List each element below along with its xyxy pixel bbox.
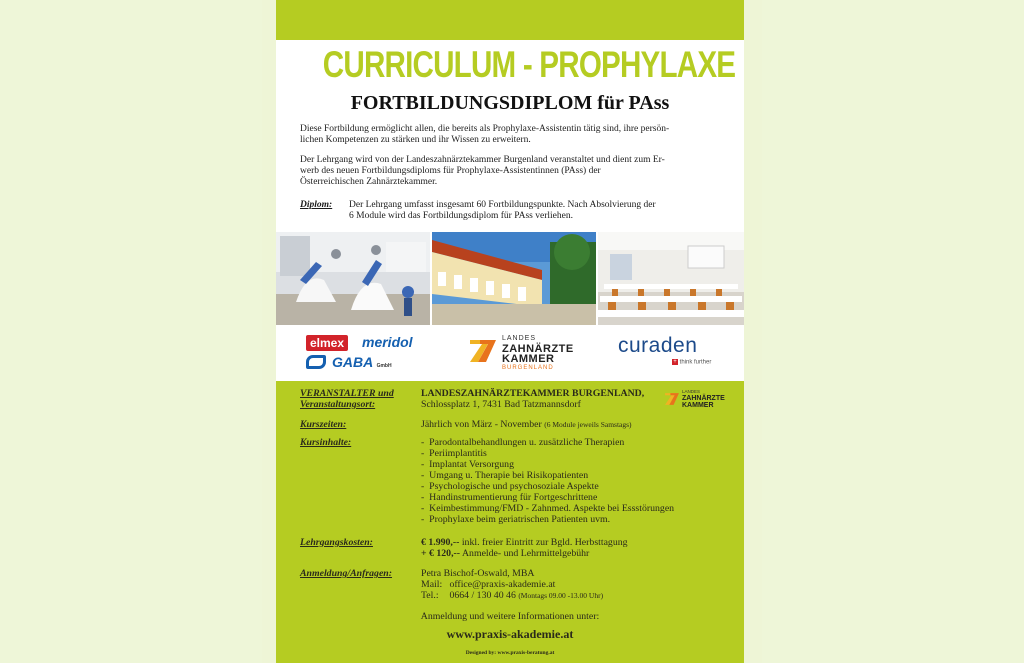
intro-paragraph-2 xyxy=(300,155,724,188)
list-item: - Prophylaxe beim geriatrischen Patienten uvm. xyxy=(421,514,611,525)
meridol-logo: meridol xyxy=(362,334,413,350)
flyer xyxy=(276,0,744,663)
more-info-text: Anmeldung und weitere Informationen unter: xyxy=(420,611,600,622)
photo-castle-building xyxy=(432,232,596,325)
intro-line: Österreichischen Zahnärztekammer. xyxy=(300,177,438,187)
contact-email: office@praxis-akademie.at xyxy=(449,579,556,590)
organizer-row: VERANSTALTER und Veranstaltungsort: LANDESZAHNÄRZTEKAMMER BURGENLAND, Schlossplatz 1, 7431 Bad Tatzmannsdorf LANDES ZAHNÄRZTE KAMMER xyxy=(300,388,725,410)
intro-paragraph-1 xyxy=(300,124,724,146)
sponsor-logos: elmex meridol GABA GmbH LANDES ZAHNÄRZTE KAMMER BURGENLAND curaden + think further xyxy=(276,327,744,379)
list-item: - Handinstrumentierung für Fortgeschrittene xyxy=(421,492,598,503)
gaba-icon xyxy=(306,355,326,369)
course-costs-row: Lehrgangskosten: € 1.990,-- inkl. freier Eintritt zur Bgld. Herbsttagung + € 120,-- Anmelde- und Lehrmittelgebühr xyxy=(300,537,628,559)
lzk-z-icon xyxy=(468,336,498,366)
course-contents-list xyxy=(421,437,674,525)
seminar-room-illustration xyxy=(598,232,744,325)
diploma-section xyxy=(300,200,724,222)
photo-dental-room xyxy=(276,232,430,325)
designed-by-credit: Designed by: www.praxis-beratung.at xyxy=(465,650,555,656)
course-contents-row: Kursinhalte: - Parodontalbehandlungen u. zusätzliche Therapien - Periimplantitis - Implantat Versorgung - Umgang u. Therapie bei Risikopatienten - Psychologische und psychosoziale Aspekte - Handinstrumentierung für Fortgeschrittene - Keimbestimmung/FMD - Zahnmed. Aspekte bei Essstörungen - Prophylaxe beim geriatrischen Patienten uvm. xyxy=(300,437,675,525)
contact-phone: 0664 / 130 40 46 xyxy=(449,590,516,601)
page-background-left xyxy=(0,0,262,663)
castle-illustration xyxy=(432,232,596,325)
diploma-text: Der Lehrgang umfasst insgesamt 60 Fortbildungspunkte. Nach Absolvierung der 6 Module wird das Fortbildungsdiplom für PAss verliehen. xyxy=(349,200,656,221)
intro-line: Diese Fortbildung ermöglicht allen, die bereits als Prophylaxe-Assistentin tätig sind, ihre persön- xyxy=(300,124,670,134)
course-times-row: Kurszeiten: Jährlich von März - November (6 Module jeweils Samstags) xyxy=(300,419,632,430)
list-item: - Psychologische und psychosoziale Aspekte xyxy=(421,481,599,492)
registration-row: Anmeldung/Anfragen: Petra Bischof-Oswald, MBA Mail: office@praxis-akademie.at Tel.: 0664 / 130 40 46 (Montags 09.00 -13.00 Uhr) xyxy=(300,568,604,601)
photo-seminar-room xyxy=(598,232,744,325)
list-item: - Parodontalbehandlungen u. zusätzliche Therapien xyxy=(421,437,625,448)
gaba-logo: GABA GmbH xyxy=(332,354,392,370)
contact-name: Petra Bischof-Oswald, MBA xyxy=(421,568,535,579)
website-link[interactable]: www.praxis-akademie.at xyxy=(446,627,574,641)
curaden-logo: curaden + think further xyxy=(618,334,712,366)
dental-room-illustration xyxy=(276,232,430,325)
desk-rows xyxy=(598,284,744,317)
intro-line: Der Lehrgang wird von der Landeszahnärztekammer Burgenland veranstaltet und dient zum Er- xyxy=(300,155,665,165)
lzk-mini-z-icon xyxy=(664,391,680,407)
intro-line: werb des neuen Fortbildungsdiploms für Prophylaxe-Assistentinnen (PAss) der xyxy=(300,166,601,176)
list-item: - Keimbestimmung/FMD - Zahnmed. Aspekte bei Essstörungen xyxy=(421,503,675,514)
list-item: - Umgang u. Therapie bei Risikopatienten xyxy=(421,470,589,481)
page-background-right xyxy=(762,0,1024,663)
diploma-label: Diplom: xyxy=(300,200,333,210)
list-item: - Periimplantitis xyxy=(421,448,487,459)
list-item: - Implantat Versorgung xyxy=(421,459,514,470)
elmex-logo: elmex xyxy=(306,335,348,351)
flyer-title: CURRICULUM - PROPHYLAXE xyxy=(322,44,736,85)
swiss-flag-icon: + xyxy=(673,359,677,365)
intro-line: lichen Kompetenzen zu stärken und ihr Wissen zu erweitern. xyxy=(300,135,531,145)
flyer-subtitle: FORTBILDUNGSDIPLOM für PAss xyxy=(350,92,670,114)
